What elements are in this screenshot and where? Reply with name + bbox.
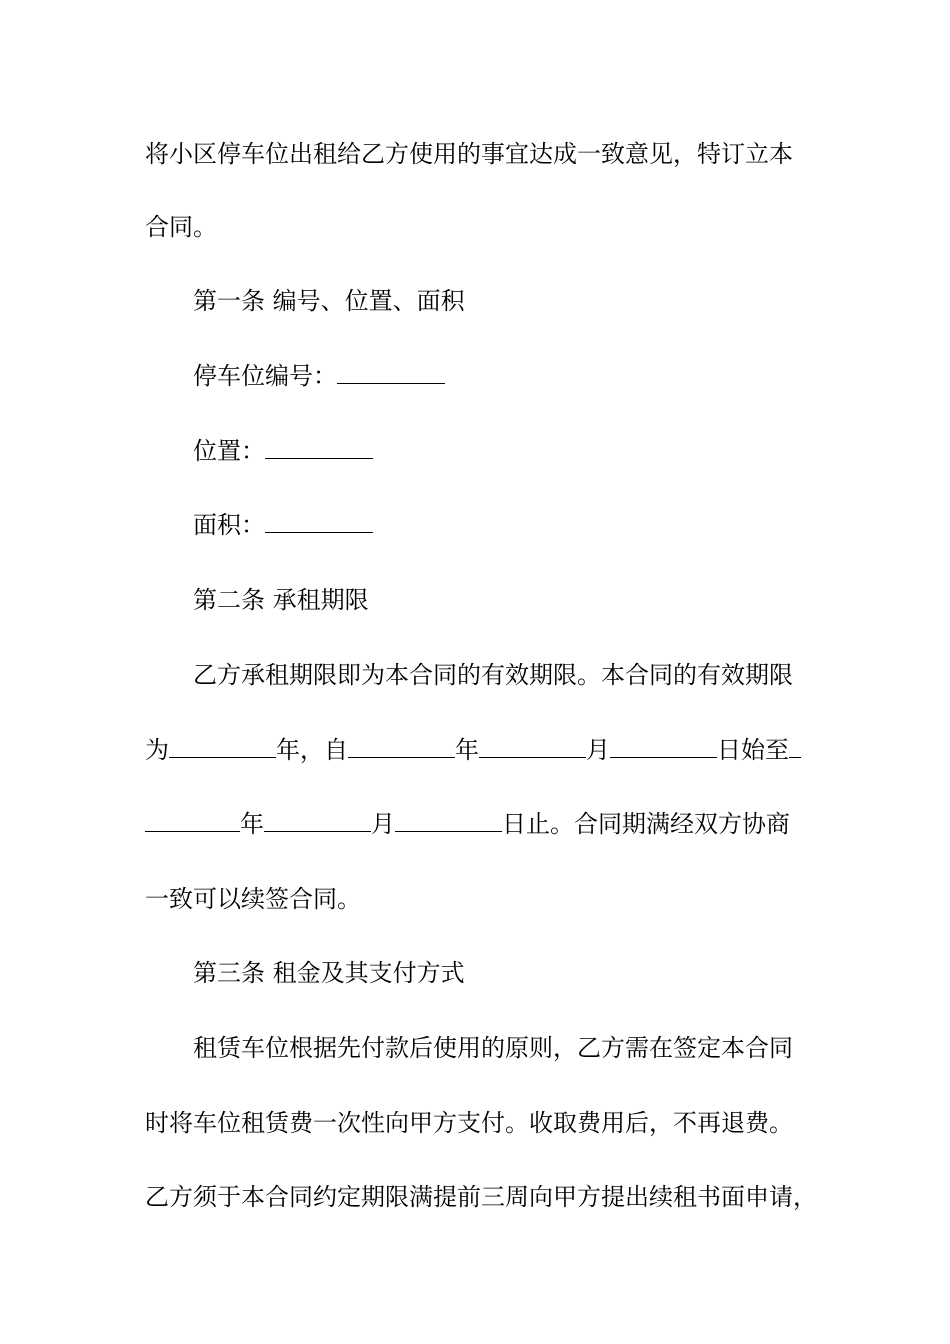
paragraph-line: 租赁车位根据先付款后使用的原则，乙方需在签定本合同 [193,1034,793,1062]
end-year-blank-start [789,735,801,758]
parking-number-blank [337,361,445,384]
term-end-line [145,809,790,839]
text-fragment: 月 [586,736,610,764]
years-blank [169,735,276,758]
field-area [193,510,373,540]
field-label: 面积： [193,511,265,539]
field-label: 停车位编号： [193,362,337,390]
start-day-blank [610,735,717,758]
end-year-blank [145,809,240,832]
end-day-blank [395,809,502,832]
text-fragment: 年 [455,736,479,764]
paragraph-line: 时将车位租赁费一次性向甲方支付。收取费用后，不再退费。 [145,1109,793,1137]
section-heading-3: 第三条 租金及其支付方式 [193,959,465,987]
start-year-blank [348,735,455,758]
section-heading-1: 第一条 编号、位置、面积 [193,287,465,315]
field-label: 位置： [193,437,265,465]
text-fragment: 月 [371,810,395,838]
field-parking-number [193,361,445,391]
paragraph-line: 一致可以续签合同。 [145,885,361,913]
location-blank [265,436,373,459]
start-month-blank [479,735,586,758]
text-fragment: 年 [240,810,264,838]
paragraph-line: 将小区停车位出租给乙方使用的事宜达成一致意见，特订立本 [145,140,793,168]
text-fragment: 年，自 [276,736,348,764]
text-fragment: 日止。合同期满经双方协商 [502,810,790,838]
paragraph-line: 乙方承租期限即为本合同的有效期限。本合同的有效期限 [193,661,793,689]
section-heading-2: 第二条 承租期限 [193,586,369,614]
end-month-blank [264,809,371,832]
paragraph-line: 合同。 [145,213,217,241]
text-fragment: 为 [145,736,169,764]
term-dates-line [145,735,801,765]
area-blank [265,510,373,533]
text-fragment: 日始至 [717,736,789,764]
paragraph-line: 乙方须于本合同约定期限满提前三周向甲方提出续租书面申请， [145,1183,817,1211]
field-location [193,436,373,466]
